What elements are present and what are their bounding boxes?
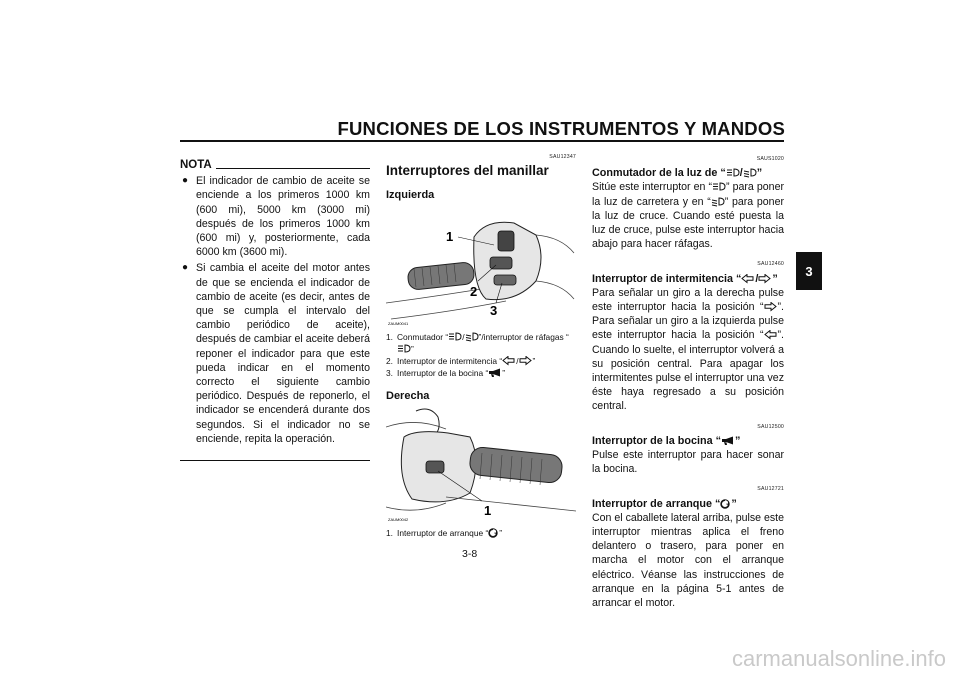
- high-beam-icon: [712, 182, 726, 192]
- caption-part: ”/interruptor de ráfagas “: [478, 331, 569, 342]
- caption-part: Interruptor de arranque “: [397, 527, 489, 538]
- caption-part: /: [462, 331, 465, 342]
- caption-item: [386, 367, 576, 379]
- section-title: Interruptores del manillar: [386, 163, 549, 179]
- left-captions: [386, 331, 576, 379]
- right-subtitle: Derecha: [386, 389, 430, 402]
- turn-right-icon: [758, 274, 772, 284]
- title-part: ”: [731, 497, 737, 510]
- caption-part: Interruptor de la bocina “: [397, 367, 489, 378]
- item-text: [592, 180, 784, 251]
- horn-icon: [721, 436, 735, 446]
- right-captions: [386, 527, 576, 539]
- turn-left-icon: [764, 330, 778, 340]
- nota-bullet: [180, 261, 370, 446]
- title-part: Conmutador de la luz de “: [592, 167, 726, 180]
- text-part: ” para poner la luz de cruce. Cuando esté puesta la luz de cruce, pulse este interruptor hacia abajo para hacer ráfagas.: [592, 195, 784, 251]
- turn-left-icon: [502, 355, 519, 366]
- title-part: ”: [772, 272, 778, 285]
- caption-item: [386, 355, 576, 367]
- bullet-icon: ●: [182, 262, 189, 274]
- high-beam-icon: [448, 331, 465, 342]
- nota-heading: [180, 158, 370, 172]
- text-part: ”. Cuando lo suelte, el interruptor volverá a su posición central. Para apagar los intermitentes pulse el interruptor una vez éste haya regresado a su posición central.: [592, 329, 784, 413]
- caption-number: 3.: [386, 367, 393, 378]
- text-part: ” para poner la luz de carretera y en “: [592, 181, 784, 208]
- caption-part: Interruptor de intermitencia “: [397, 355, 503, 366]
- page-header-title: FUNCIONES DE LOS INSTRUMENTOS Y MANDOS: [337, 118, 785, 139]
- item-code: SAU12500: [757, 423, 784, 430]
- item-text: Pulse este interruptor para hacer sonar la bocina.: [592, 449, 784, 476]
- title-part: Interruptor de arranque “: [592, 497, 721, 510]
- caption-item: [386, 331, 576, 355]
- handlebar-switches-column: [386, 150, 576, 539]
- item-title: [592, 497, 784, 511]
- left-handlebar-illustration: [386, 207, 576, 329]
- section-code: SAU12347: [549, 154, 576, 160]
- right-handlebar-figure: [386, 407, 576, 525]
- caption-part: Conmutador “: [397, 331, 449, 342]
- turn-left-icon: [741, 274, 755, 284]
- caption-item: [386, 527, 576, 539]
- high-beam-icon: [726, 168, 740, 178]
- item-text: Con el caballete lateral arriba, pulse este interruptor mientras aplica el freno delantero o trasero, para poner en marcha el motor con el arranque eléctrico. Véanse las instrucciones de arranque en la página 5-1 antes de arrancar el motor.: [592, 511, 784, 610]
- caption-number: 1.: [386, 331, 393, 342]
- start-icon: [488, 528, 499, 538]
- title-part: Interruptor de intermitencia “: [592, 272, 742, 285]
- callout-1: 1: [484, 502, 492, 518]
- low-beam-icon: [743, 168, 757, 178]
- callout-3: 3: [490, 302, 498, 318]
- bullet-icon: ●: [182, 175, 189, 187]
- caption-text: [397, 355, 576, 367]
- left-subtitle: Izquierda: [386, 189, 435, 202]
- title-part: Interruptor de la bocina “: [592, 434, 721, 447]
- header-rule: [180, 140, 784, 142]
- title-part: ”: [734, 434, 741, 447]
- left-handlebar-figure: [386, 207, 576, 329]
- caption-number: 2.: [386, 355, 393, 366]
- horn-switch-block: [592, 420, 784, 477]
- watermark: carmanualsonline.info: [731, 646, 946, 671]
- nota-rule: [216, 168, 370, 169]
- caption-part: ”: [532, 355, 536, 366]
- low-beam-icon: [465, 332, 479, 342]
- right-handlebar-illustration: [386, 407, 576, 525]
- horn-icon: [488, 368, 502, 378]
- item-title: [592, 272, 784, 286]
- nota-bullet-text: El indicador de cambio de aceite se enciende a los primeros 1000 km (600 mi), 5000 km (3000 mi) después de los primeros 1000 km (600 mi) y, posteriormente, cada 6000 km (3600 mi).: [196, 175, 370, 259]
- page-number: 3-8: [462, 548, 478, 560]
- nota-end-rule: [180, 460, 370, 461]
- item-code: SAU12721: [757, 486, 784, 493]
- dimmer-switch-block: [592, 152, 784, 251]
- low-beam-icon: [711, 197, 725, 207]
- callout-1: 1: [446, 228, 454, 244]
- turn-right-icon: [519, 356, 533, 366]
- item-code: SAUS1020: [756, 156, 784, 162]
- nota-column: [180, 150, 370, 461]
- caption-part: ”: [499, 527, 503, 538]
- caption-part: /: [516, 355, 519, 366]
- title-part: ”: [756, 167, 763, 180]
- turn-signal-switch-block: [592, 257, 784, 413]
- text-part: ”. Para señalar un giro a la izquierda pulse este interruptor hacia la posición “: [592, 301, 784, 342]
- text-part: Para señalar un giro a la derecha pulse este interruptor hacia la posición “: [592, 286, 784, 314]
- start-switch-block: [592, 482, 784, 610]
- callout-2: 2: [470, 283, 478, 299]
- switch-descriptions-column: [592, 150, 784, 610]
- title-part: /: [739, 167, 743, 180]
- high-beam-icon: [397, 344, 411, 354]
- title-part: /: [755, 272, 759, 285]
- chapter-tab[interactable]: 3: [796, 252, 822, 290]
- nota-bullet-text: Si cambia el aceite del motor antes de que se encienda el indicador de cambio de aceite (es decir, antes de que se cumpla el intervalo del cambio periódico de aceite), después de cambiar el aceite deberá reponer el indicador para que este pueda indicar en el momento correcto el siguiente cambio periódico. Después de reponerlo, el indicador se encenderá durante dos segundos. Si el indicador no se enciende, repita la operación.: [196, 262, 370, 445]
- figure-code: ZAUM0041: [388, 320, 409, 326]
- nota-bullet: [180, 174, 370, 259]
- caption-text: [397, 367, 576, 379]
- turn-right-icon: [764, 302, 778, 312]
- nota-title: NOTA: [180, 159, 212, 171]
- caption-part: ”: [411, 343, 414, 354]
- caption-text: [397, 527, 576, 539]
- caption-number: 1.: [386, 527, 393, 538]
- item-title: [592, 434, 784, 448]
- item-code: SAU12460: [757, 261, 784, 268]
- start-icon: [720, 499, 731, 509]
- caption-part: ”: [502, 367, 506, 378]
- caption-text: [397, 331, 576, 355]
- item-text: [592, 286, 784, 414]
- figure-code: ZAUM0042: [388, 516, 409, 522]
- item-title: [592, 166, 784, 180]
- text-part: Sitúe este interruptor en “: [592, 181, 713, 194]
